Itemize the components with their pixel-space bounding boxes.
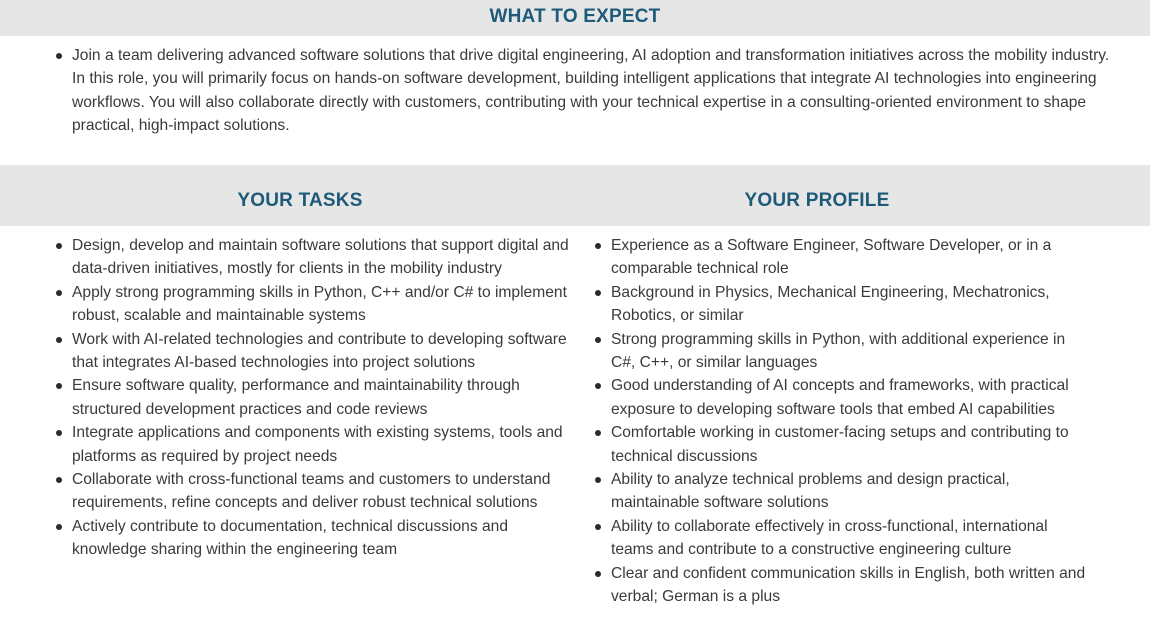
expect-item: Join a team delivering advanced software solutions that drive digital engineering, AI adoption and transformation initiatives across the mobility industry. In this role, you will primarily focus on hands-on software development, building intelligent applications that integrate AI technologies into engineering workflows. You will also collaborate directly with customers, contributing with your technical expertise in a consulting-oriented environment to shape practical, high-impact solutions. [54,44,1114,138]
profile-item: Good understanding of AI concepts and frameworks, with practical exposure to developing software tools that embed AI capabilities [593,374,1093,421]
expect-heading: WHAT TO EXPECT [489,6,661,27]
profile-item: Ability to analyze technical problems and design practical, maintainable software solutions [593,468,1093,515]
profile-item: Ability to collaborate effectively in cross-functional, international teams and contribute to a constructive engineering culture [593,515,1093,562]
profile-item: Experience as a Software Engineer, Software Developer, or in a comparable technical role [593,234,1093,281]
tasks-list [54,234,569,562]
profile-item: Comfortable working in customer-facing setups and contributing to technical discussions [593,421,1093,468]
profile-item: Strong programming skills in Python, with additional experience in C#, C++, or similar languages [593,328,1093,375]
expect-list [54,44,1114,138]
task-item: Work with AI-related technologies and contribute to developing software that integrates AI-based technologies into project solutions [54,328,569,375]
profile-item: Clear and confident communication skills in English, both written and verbal; German is a plus [593,562,1093,609]
task-item: Design, develop and maintain software solutions that support digital and data-driven initiatives, mostly for clients in the mobility industry [54,234,569,281]
profile-list [593,234,1093,609]
task-item: Apply strong programming skills in Python, C++ and/or C# to implement robust, scalable and maintainable systems [54,281,569,328]
profile-heading: YOUR PROFILE [744,190,890,211]
task-item: Ensure software quality, performance and maintainability through structured development practices and code reviews [54,374,569,421]
task-item: Actively contribute to documentation, technical discussions and knowledge sharing within the engineering team [54,515,569,562]
task-item: Integrate applications and components with existing systems, tools and platforms as required by project needs [54,421,569,468]
task-item: Collaborate with cross-functional teams and customers to understand requirements, refine concepts and deliver robust technical solutions [54,468,569,515]
profile-item: Background in Physics, Mechanical Engineering, Mechatronics, Robotics, or similar [593,281,1093,328]
tasks-heading: YOUR TASKS [237,190,363,211]
